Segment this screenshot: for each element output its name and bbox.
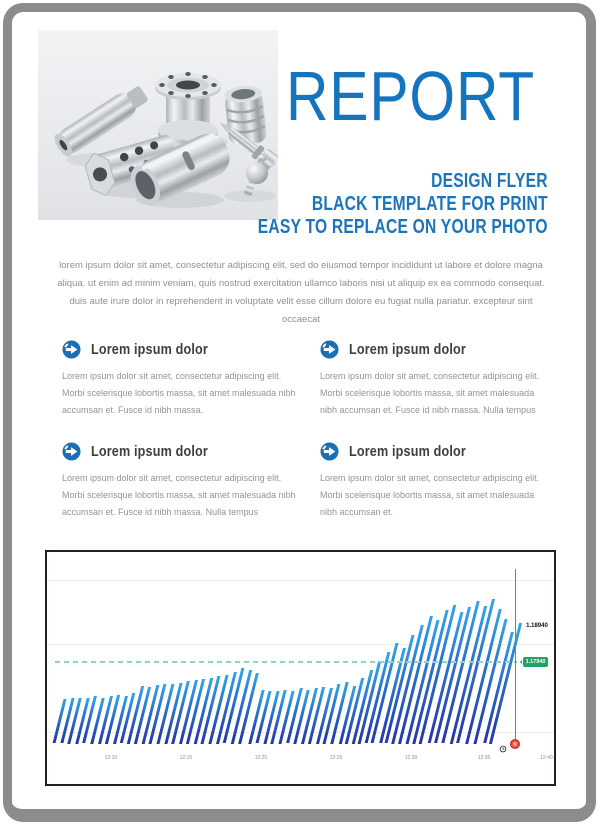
chart-gridline [47,580,554,581]
current-price-label: 1.18940 [526,622,548,629]
chart-plot [47,552,554,784]
feature-block-3 [62,442,306,521]
feature-header [62,340,306,359]
price-chart [45,550,556,786]
feature-title: Lorem ipsum dolor [91,443,208,460]
feature-block-2 [320,340,554,419]
product-photo [38,30,278,220]
x-axis-tick-label: 12:20 [254,755,268,761]
feature-header [62,442,306,461]
chart-gridline [47,644,554,645]
feature-body: Lorem ipsum dolor sit amet, consectetur adipiscing elit. Morbi scelerisque lobortis massa, sit amet malesuada nibh accumsan et. [320,473,540,517]
x-axis-tick-label: 12:25 [329,755,343,761]
intro-paragraph: lorem ipsum dolor sit amet, consectetur adipiscing elit, sed do eiusmod tempor incididunt ut labore et dolore magna aliqua. ut enim ad minim veniam, quis nostrud exercitation ullamco laboris nisi ut aliquip ex ea commodo consequat. duis aute irure dolor in reprehenderit in voluptate velit esse cillum dolore eu fugiat nulla pariatur. excepteur sint occaecat [57,260,545,325]
subtitle-line-2: BLACK TEMPLATE FOR PRINT [312,193,548,215]
feature-block-4 [320,442,554,521]
x-axis-tick-label: 12:35 [477,755,491,761]
feature-body: Lorem ipsum dolor sit amet, consectetur adipiscing elit. Morbi scelerisque lobortis massa, sit amet malesuada nibh accumsan et. Fusce id nibh massa. Nulla tempus [320,371,540,415]
expiry-time-line [515,569,517,744]
feature-body: Lorem ipsum dolor sit amet, consectetur adipiscing elit. Morbi scelerisque lobortis massa, sit amet malesuada nibh accumsan et. Fusce id nibh massa. Nulla tempus [62,473,296,517]
expiry-marker-icon [510,739,520,749]
arrow-right-circle-icon [62,340,81,359]
clock-icon [499,740,507,748]
feature-title: Lorem ipsum dolor [91,341,208,358]
page-title: REPORT [286,57,536,135]
features-grid [62,340,554,521]
feature-title: Lorem ipsum dolor [349,443,466,460]
x-axis-tick-label: 12:15 [179,755,193,761]
strike-price-label: 1.17940 [523,657,549,667]
subtitle-line-1: DESIGN FLYER [431,170,548,192]
machined-parts-image [38,30,278,220]
feature-header [320,442,554,461]
feature-body: Lorem ipsum dolor sit amet, consectetur adipiscing elit. Morbi scelerisque lobortis massa, sit amet malesuada nibh accumsan et. Fusce id nibh massa. [62,371,296,415]
feature-title: Lorem ipsum dolor [349,341,466,358]
strike-price-line [55,661,517,663]
x-axis-tick-label: 12:10 [104,755,118,761]
feature-header [320,340,554,359]
subtitle-line-3: EASY TO REPLACE ON YOUR PHOTO [258,216,548,238]
arrow-right-circle-icon [320,340,339,359]
x-axis-tick-label: 12:40 [540,755,553,761]
grooved-sleeve-part [224,84,268,146]
feature-block-1 [62,340,306,419]
arrow-right-circle-icon [320,442,339,461]
chart-bar [489,623,522,744]
subtitle-block [258,170,548,239]
x-axis-tick-label: 12:30 [404,755,418,761]
arrow-right-circle-icon [62,442,81,461]
